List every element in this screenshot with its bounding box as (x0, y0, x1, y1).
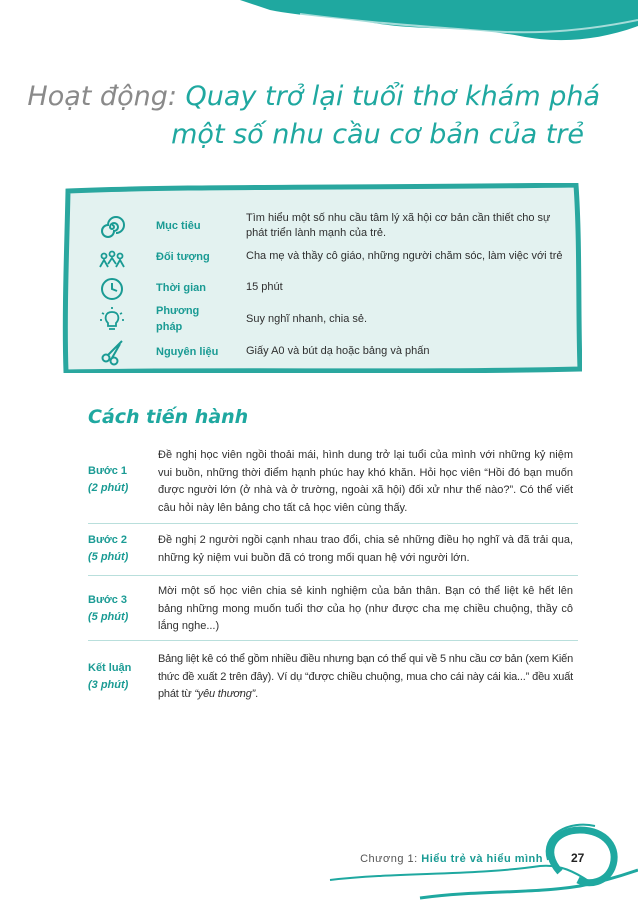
step-text: Đề nghị học viên ngồi thoải mái, hình dung trở lại tuổi của mình với những kỷ niệm vui buồn, những thời điểm hạnh phúc hay khó khăn. Hỏi học viên “Hồi đó bạn muốn được người lớn (ở nhà và ở trường, ngoài xã hội) đối xử như thế nào?”. Có thể viết câu hỏi này lên bảng cho tất cả học viên cùng thấy. (158, 449, 573, 514)
info-value-time: 15 phút (246, 281, 283, 293)
divider (88, 640, 578, 641)
lightbulb-icon (98, 305, 126, 333)
top-decorative-wave (0, 0, 638, 70)
step-label: Bước 1 (2 phút) (88, 465, 129, 494)
step-3 (88, 583, 576, 633)
info-label-materials: Nguyên liệu (156, 346, 219, 358)
activity-info-box (62, 183, 582, 373)
conclusion (88, 651, 576, 707)
footer-chapter: Chương 1: Hiểu trẻ và hiểu mình (360, 853, 543, 865)
step-1 (88, 447, 576, 517)
step-2 (88, 532, 576, 572)
title-line-1: Quay trở lại tuổi thơ khám phá (185, 81, 600, 112)
step-label: Bước 3 (5 phút) (88, 594, 129, 623)
divider (88, 575, 578, 576)
title-line-2: một số nhu cầu cơ bản của trẻ (171, 119, 584, 150)
step-text: Mời một số học viên chia sẻ kinh nghiệm của bản thân. Bạn có thể liệt kê hết lên bảng những mong muốn tuổi thơ của họ (như được cha mẹ chiều chuộng, thầy cô lắng nghe...) (158, 585, 573, 632)
info-label-objective: Mục tiêu (156, 220, 201, 232)
info-label-time: Thời gian (156, 282, 206, 294)
step-text: Bảng liệt kê có thể gồm nhiều điều nhưng bạn có thể qui về 5 nhu cầu cơ bản (xem Kiến thức đề xuất 2 trên đây). Ví dụ “được chiều chuộng, mua cho cái này cái kia...” đều xuất phát từ “yêu thương”. (158, 653, 573, 700)
info-value-objective: Tìm hiểu một số nhu cầu tâm lý xã hội cơ bản cần thiết cho sự phát triển lành mạnh của trẻ. (246, 212, 551, 239)
clock-icon (98, 275, 126, 303)
info-label-method: Phương pháp (156, 305, 200, 333)
page-number: 27 (571, 851, 585, 865)
info-value-materials: Giấy A0 và bút dạ hoặc bảng và phấn (246, 345, 430, 357)
scissors-icon (98, 338, 126, 366)
divider (88, 523, 578, 524)
info-value-audience: Cha mẹ và thầy cô giáo, những người chăm sóc, làm việc với trẻ (246, 250, 563, 262)
spiral-icon (98, 213, 126, 241)
section-title: Cách tiến hành (88, 406, 249, 428)
step-label: Kết luận (3 phút) (88, 662, 132, 691)
info-value-method: Suy nghĩ nhanh, chia sẻ. (246, 313, 368, 325)
title-prefix: Hoạt động: (27, 81, 177, 112)
info-label-audience: Đối tượng (156, 251, 210, 263)
step-label: Bước 2 (5 phút) (88, 534, 129, 563)
people-icon (98, 247, 126, 275)
step-text: Đề nghị 2 người ngồi cạnh nhau trao đổi, chia sẻ những điều họ nghĩ và đã trải qua, những kỷ niệm vui buồn đã có trong mối quan hệ với người lớn. (158, 534, 573, 564)
